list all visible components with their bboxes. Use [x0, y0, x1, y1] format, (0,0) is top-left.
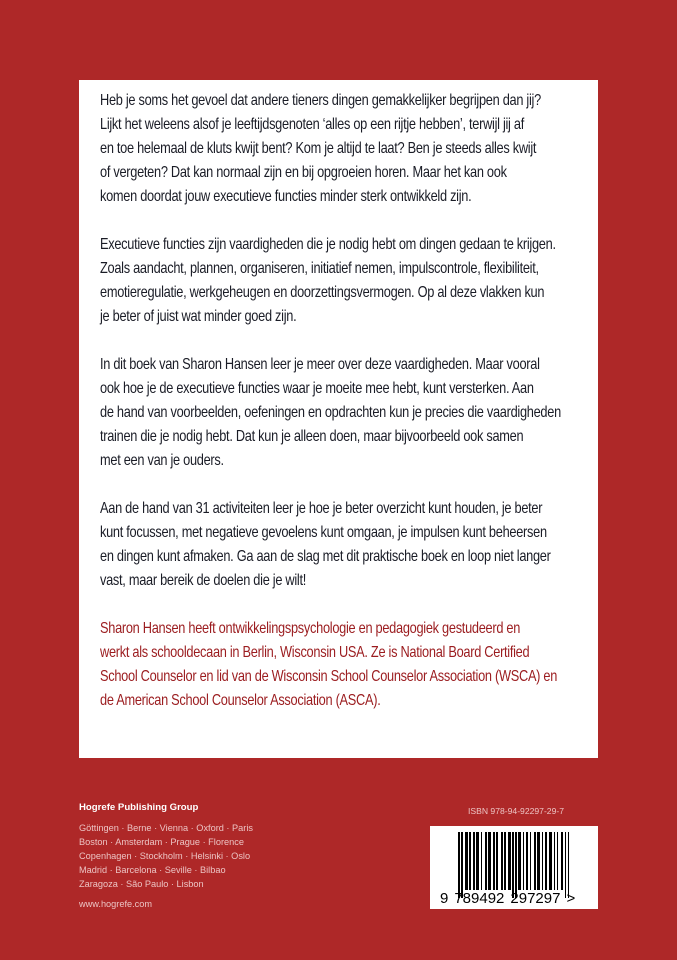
isbn-label: ISBN 978-94-92297-29-7 — [467, 806, 565, 816]
publisher-cities-line: Copenhagen · Stockholm · Helsinki · Oslo — [79, 851, 251, 861]
text-line: en dingen kunt afmaken. Ga aan de slag met dit praktische boek en loop niet langer — [100, 548, 551, 565]
publisher-cities-line: Boston · Amsterdam · Prague · Florence — [79, 837, 244, 847]
publisher-name: Hogrefe Publishing Group — [79, 802, 199, 813]
paragraph-book-content — [100, 353, 590, 473]
isbn-barcode — [430, 826, 598, 909]
text-line: komen doordat jouw executieve functies minder sterk ontwikkeld zijn. — [100, 188, 472, 205]
author-bio — [100, 617, 590, 713]
text-line: kunt focussen, met negatieve gevoelens kunt omgaan, je impulsen kunt beheersen — [100, 524, 547, 541]
publisher-cities-line: Zaragoza · São Paulo · Lisbon — [79, 879, 204, 889]
back-cover-text — [100, 89, 590, 737]
text-line: trainen die je nodig hebt. Dat kun je alleen doen, maar bijvoorbeeld ook samen — [100, 428, 524, 445]
publisher-website: www.hogrefe.com — [79, 899, 153, 909]
text-line: Zoals aandacht, plannen, organiseren, initiatief nemen, impulscontrole, flexibiliteit, — [100, 260, 539, 277]
text-line: de hand van voorbeelden, oefeningen en opdrachten kun je precies die vaardigheden — [100, 404, 561, 421]
text-line: ook hoe je de executieve functies waar je moeite mee hebt, kunt versterken. Aan — [100, 380, 534, 397]
text-line: In dit boek van Sharon Hansen leer je meer over deze vaardigheden. Maar vooral — [100, 356, 540, 373]
text-line: met een van je ouders. — [100, 452, 224, 469]
publisher-cities-line: Göttingen · Berne · Vienna · Oxford · Paris — [79, 823, 253, 833]
paragraph-activities — [100, 497, 590, 593]
text-line: je beter of juist wat minder goed zijn. — [100, 308, 297, 325]
barcode-digits — [440, 890, 596, 907]
barcode-quiet-zone-marker: > — [566, 890, 576, 907]
text-line: Executieve functies zijn vaardigheden die je nodig hebt om dingen gedaan te krijgen. — [100, 236, 556, 253]
publisher-cities-line: Madrid · Barcelona · Seville · Bilbao — [79, 865, 226, 875]
text-line: Lijkt het weleens alsof je leeftijdsgenoten ‘alles op een rijtje hebben’, terwijl jij af — [100, 116, 524, 133]
text-line: vast, maar bereik de doelen die je wilt! — [100, 572, 307, 589]
barcode-digit-group-left: 789492 — [454, 890, 505, 907]
text-line: emotieregulatie, werkgeheugen en doorzettingsvermogen. Op al deze vlakken kun — [100, 284, 545, 301]
text-line: en toe helemaal de kluts kwijt bent? Kom je altijd te laat? Ben je steeds alles kwijt — [100, 140, 537, 157]
text-line: Heb je soms het gevoel dat andere tieners dingen gemakkelijker begrijpen dan jij? — [100, 92, 541, 109]
paragraph-intro — [100, 89, 590, 209]
text-line: Sharon Hansen heeft ontwikkelingspsychologie en pedagogiek gestudeerd en — [100, 620, 521, 637]
text-line: of vergeten? Dat kan normaal zijn en bij opgroeien horen. Maar het kan ook — [100, 164, 507, 181]
barcode-digit-prefix: 9 — [440, 890, 449, 907]
publisher-block — [79, 801, 253, 911]
barcode-digit-group-right: 297297 — [510, 890, 561, 907]
text-line: werkt als schooldecaan in Berlin, Wisconsin USA. Ze is National Board Certified — [100, 644, 530, 661]
text-line: Aan de hand van 31 activiteiten leer je hoe je beter overzicht kunt houden, je beter — [100, 500, 543, 517]
paragraph-executive-functions — [100, 233, 590, 329]
text-line: School Counselor en lid van de Wisconsin School Counselor Association (WSCA) en — [100, 668, 558, 685]
description-panel — [79, 80, 598, 758]
barcode-bars — [458, 832, 574, 890]
text-line: de American School Counselor Association (ASCA). — [100, 692, 381, 709]
